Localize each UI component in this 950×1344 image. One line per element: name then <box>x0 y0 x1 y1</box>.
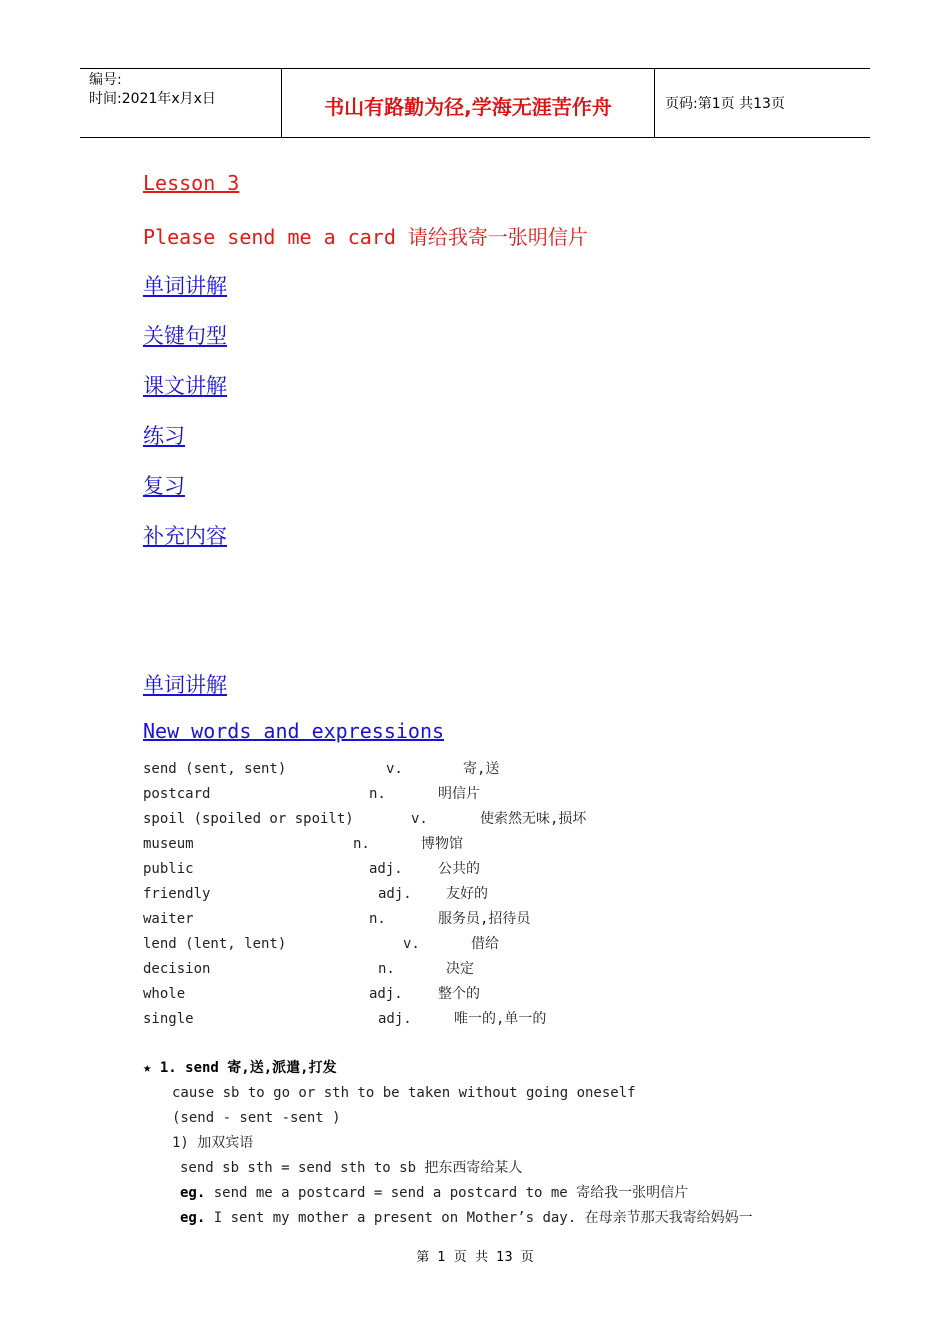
lesson-subtitle: Please send me a card 请给我寄一张明信片 <box>143 225 588 249</box>
vocab-row <box>143 807 843 832</box>
vocab-word: single <box>143 1011 194 1027</box>
note-point: 1) 加双宾语 <box>172 1135 254 1151</box>
vocab-pos: n. <box>353 836 370 852</box>
vocab-pos: adj. <box>378 886 412 902</box>
vocab-meaning: 服务员,招待员 <box>438 911 531 927</box>
vocab-word: send (sent, sent) <box>143 761 287 777</box>
vocab-word: whole <box>143 986 186 1002</box>
example-text: I sent my mother a present on Mother’s day. 在母亲节那天我寄给妈妈一 <box>213 1210 753 1226</box>
vocab-word: public <box>143 861 194 877</box>
vocab-word: decision <box>143 961 211 977</box>
nav-link-vocabulary[interactable]: 单词讲解 <box>143 274 227 298</box>
vocab-row <box>143 1007 843 1032</box>
page-header <box>80 68 870 138</box>
header-time: 时间:2021年x月x日 <box>89 91 216 107</box>
vocab-row <box>143 832 843 857</box>
vocab-row <box>143 982 843 1007</box>
footer-di: 第 <box>416 1250 430 1265</box>
header-divider <box>654 69 655 137</box>
section-heading-vocabulary[interactable]: 单词讲解 <box>143 673 227 697</box>
vocab-meaning: 寄,送 <box>463 761 500 777</box>
example-label: eg. <box>180 1210 206 1226</box>
vocab-pos: adj. <box>369 986 403 1002</box>
footer-total-pages: 13 <box>496 1250 513 1265</box>
vocab-meaning: 整个的 <box>438 986 480 1002</box>
nav-link-key-sentences[interactable]: 关键句型 <box>143 324 227 348</box>
vocab-pos: v. <box>403 936 420 952</box>
vocab-pos: v. <box>386 761 403 777</box>
header-motto: 书山有路勤为径,学海无涯苦作舟 <box>324 95 612 119</box>
header-number: 编号: <box>89 72 122 88</box>
vocab-meaning: 借给 <box>471 936 499 952</box>
vocab-meaning: 公共的 <box>438 861 480 877</box>
vocab-meaning: 博物馆 <box>421 836 463 852</box>
vocab-pos: n. <box>378 961 395 977</box>
nav-link-supplement[interactable]: 补充内容 <box>143 524 227 548</box>
vocab-meaning: 使索然无味,损坏 <box>480 811 587 827</box>
vocab-pos: n. <box>369 786 386 802</box>
page-footer <box>0 1246 950 1265</box>
nav-link-review[interactable]: 复习 <box>143 474 185 498</box>
note-example <box>143 1181 863 1206</box>
note-definition: cause sb to go or sth to be taken without going oneself <box>172 1085 636 1101</box>
lesson-title: Lesson 3 <box>143 171 240 195</box>
note-example <box>143 1206 863 1231</box>
example-label: eg. <box>180 1185 206 1201</box>
vocab-list <box>143 757 843 1032</box>
vocab-pos: adj. <box>369 861 403 877</box>
vocab-word: friendly <box>143 886 211 902</box>
vocab-word: museum <box>143 836 194 852</box>
vocab-row <box>143 957 843 982</box>
vocab-pos: n. <box>369 911 386 927</box>
footer-ye: 页 <box>520 1250 534 1265</box>
example-text: send me a postcard = send a postcard to me 寄给我一张明信片 <box>213 1185 689 1201</box>
header-meta <box>89 71 216 109</box>
vocab-row <box>143 932 843 957</box>
footer-page-number: 1 <box>437 1250 446 1265</box>
vocab-row <box>143 757 843 782</box>
vocab-word: spoil (spoiled or spoilt) <box>143 811 354 827</box>
vocab-word: lend (lent, lent) <box>143 936 287 952</box>
vocab-row <box>143 882 843 907</box>
nav-link-exercises[interactable]: 练习 <box>143 424 185 448</box>
note-forms: (send - sent -sent ) <box>172 1110 341 1126</box>
vocab-word: waiter <box>143 911 194 927</box>
word-notes <box>143 1056 863 1231</box>
header-page-info: 页码:第1页 共13页 <box>665 96 785 112</box>
vocab-meaning: 唯一的,单一的 <box>454 1011 547 1027</box>
footer-gong: 共 <box>474 1250 488 1265</box>
vocab-meaning: 友好的 <box>446 886 488 902</box>
vocab-row <box>143 907 843 932</box>
vocab-row <box>143 782 843 807</box>
vocab-meaning: 决定 <box>446 961 474 977</box>
vocab-pos: adj. <box>378 1011 412 1027</box>
footer-ye: 页 <box>453 1250 467 1265</box>
section-subheading[interactable]: New words and expressions <box>143 719 445 743</box>
note-heading: ★ 1. send 寄,送,派遣,打发 <box>143 1060 337 1076</box>
vocab-pos: v. <box>411 811 428 827</box>
vocab-word: postcard <box>143 786 211 802</box>
vocab-meaning: 明信片 <box>438 786 480 802</box>
note-pattern: send sb sth = send sth to sb 把东西寄给某人 <box>180 1160 523 1176</box>
nav-link-text-explanation[interactable]: 课文讲解 <box>143 374 227 398</box>
vocab-row <box>143 857 843 882</box>
